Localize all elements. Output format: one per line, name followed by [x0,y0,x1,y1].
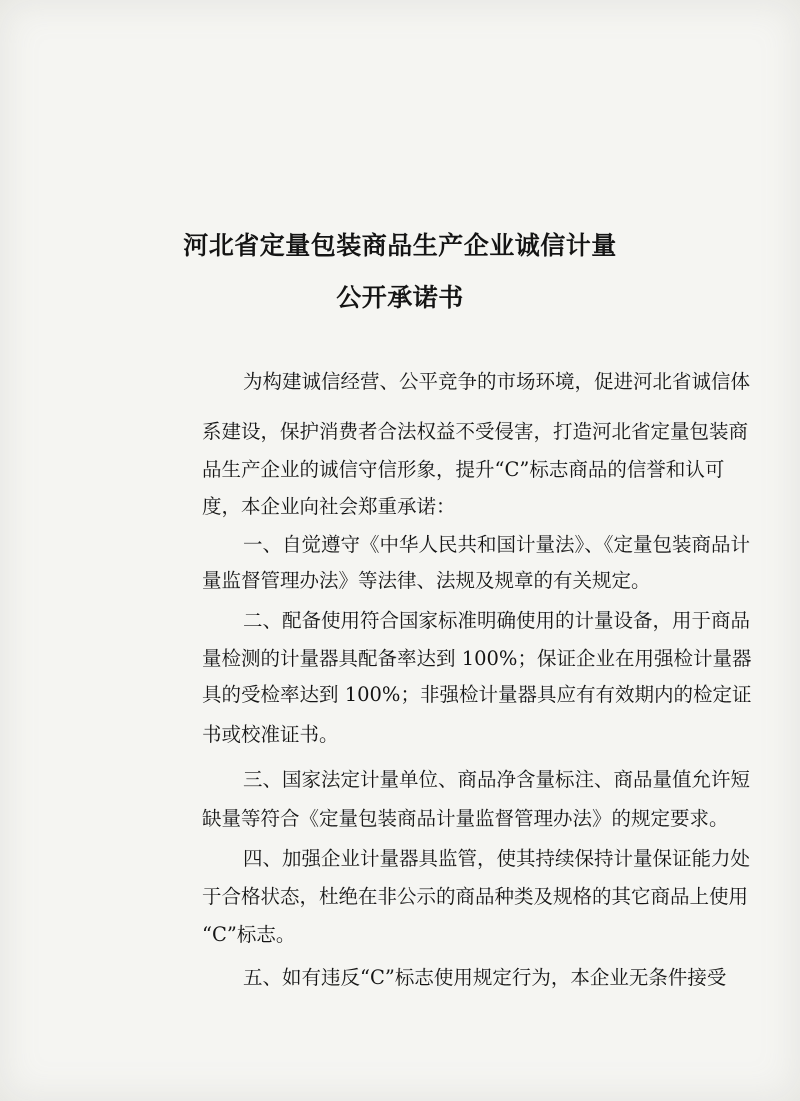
body-line: 于合格状态，杜绝在非公示的商品种类及规格的其它商品上使用 [202,885,749,908]
body-line: 品生产企业的诚信守信形象，提升“C”标志商品的信誉和认可 [202,458,725,481]
body-line: 量检测的计量器具配备率达到 100%；保证企业在用强检计量器 [202,647,752,670]
body-line: 一、自觉遵守《中华人民共和国计量法》、《定量包装商品计 [243,533,751,556]
body-line: 五、如有违反“C”标志使用规定行为，本企业无条件接受 [243,966,727,989]
body-line: 度，本企业向社会郑重承诺： [202,495,456,518]
body-line: 量监督管理办法》等法律、法规及规章的有关规定。 [202,569,651,592]
body-line: 具的受检率达到 100%；非强检计量器具应有有效期内的检定证 [202,683,752,706]
body-line: 系建设，保护消费者合法权益不受侵害，打造河北省定量包装商 [202,420,749,443]
body-line: 二、配备使用符合国家标准明确使用的计量设备，用于商品 [243,609,751,632]
document-title-line-2: 公开承诺书 [336,283,464,312]
body-line: 四、加强企业计量器具监管，使其持续保持计量保证能力处 [243,847,751,870]
body-line: 三、国家法定计量单位、商品净含量标注、商品量值允许短 [243,768,751,791]
body-line: 缺量等符合《定量包装商品计量监督管理办法》的规定要求。 [202,807,729,830]
body-line: 书或校准证书。 [202,723,339,746]
document-title-line-1: 河北省定量包装商品生产企业诚信计量 [183,231,617,260]
body-line: “C”标志。 [202,923,296,946]
body-line: 为构建诚信经营、公平竞争的市场环境，促进河北省诚信体 [243,370,751,393]
